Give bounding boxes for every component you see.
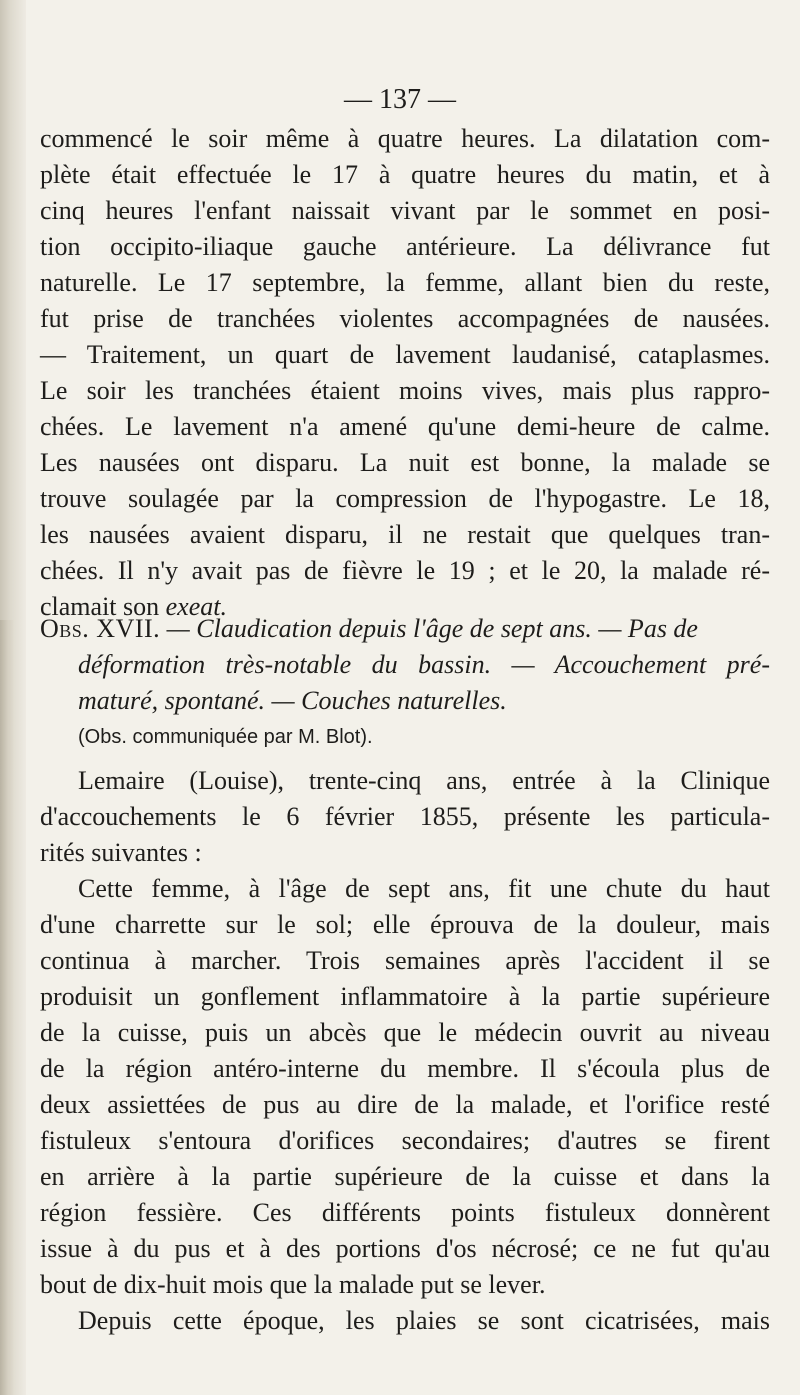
text-line: rités suivantes : (40, 838, 202, 867)
text-line: naturelle. Le 17 septembre, la femme, allant bien du reste, (40, 268, 770, 297)
page-number: — 137 — (344, 84, 456, 115)
text-line: — Traitement, un quart de lavement laudanisé, cataplasmes. (40, 340, 770, 369)
text-line: chées. Le lavement n'a amené qu'une demi-heure de calme. (40, 412, 770, 441)
text-line: fistuleux s'entoura d'orifices secondaires; d'autres se firent (40, 1126, 770, 1155)
text-line: trouve soulagée par la compression de l'hypogastre. Le 18, (40, 484, 770, 513)
emphasis-text: exeat. (165, 592, 227, 621)
page-binding-shadow-lower (0, 620, 14, 1395)
observation-heading-line (40, 614, 770, 644)
text-line: Les nausées ont disparu. La nuit est bonne, la malade se (40, 448, 770, 477)
text-line: fut prise de tranchées violentes accompagnées de nausées. (40, 304, 770, 333)
text-line: les nausées avaient disparu, il ne restait que quelques tran- (40, 520, 770, 549)
text-line: chées. Il n'y avait pas de fièvre le 19 ; et le 20, la malade ré- (40, 556, 770, 585)
text-line: issue à du pus et à des portions d'os nécrosé; ce ne fut qu'au (40, 1234, 770, 1263)
observation-label: Obs. XVII. (40, 614, 161, 643)
text-line: plète était effectuée le 17 à quatre heures du matin, et à (40, 160, 770, 189)
observation-byline: (Obs. communiquée par M. Blot). (78, 726, 373, 748)
text-line: Lemaire (Louise), trente-cinq ans, entrée à la Clinique (78, 766, 770, 795)
text-line: cinq heures l'enfant naissait vivant par le sommet en posi- (40, 196, 770, 225)
text-line: d'une charrette sur le sol; elle éprouva de la douleur, mais (40, 910, 770, 939)
text-line: en arrière à la partie supérieure de la cuisse et dans la (40, 1162, 770, 1191)
observation-title: — Claudication depuis l'âge de sept ans. — Pas de (160, 614, 698, 643)
observation-title-continued: déformation très-notable du bassin. — Accouchement pré- (78, 650, 770, 679)
text-line: produisit un gonflement inflammatoire à la partie supérieure (40, 982, 770, 1011)
text-line: Depuis cette époque, les plaies se sont cicatrisées, mais (78, 1306, 770, 1335)
text-span: clamait son (40, 592, 166, 621)
text-line: bout de dix-huit mois que la malade put se lever. (40, 1270, 546, 1299)
text-line: Le soir les tranchées étaient moins vives, mais plus rappro- (40, 376, 770, 405)
observation-title-continued: maturé, spontané. — Couches naturelles. (78, 686, 507, 715)
text-line: d'accouchements le 6 février 1855, présente les particula- (40, 802, 770, 831)
text-line: continua à marcher. Trois semaines après l'accident il se (40, 946, 770, 975)
text-line: de la cuisse, puis un abcès que le médecin ouvrit au niveau (40, 1018, 770, 1047)
text-line: commencé le soir même à quatre heures. La dilatation com- (40, 124, 770, 153)
text-line: tion occipito-iliaque gauche antérieure. La délivrance fut (40, 232, 770, 261)
text-line: deux assiettées de pus au dire de la malade, et l'orifice resté (40, 1090, 770, 1119)
text-line: Cette femme, à l'âge de sept ans, fit une chute du haut (78, 874, 770, 903)
text-line: de la région antéro-interne du membre. Il s'écoula plus de (40, 1054, 770, 1083)
text-line: région fessière. Ces différents points fistuleux donnèrent (40, 1198, 770, 1227)
